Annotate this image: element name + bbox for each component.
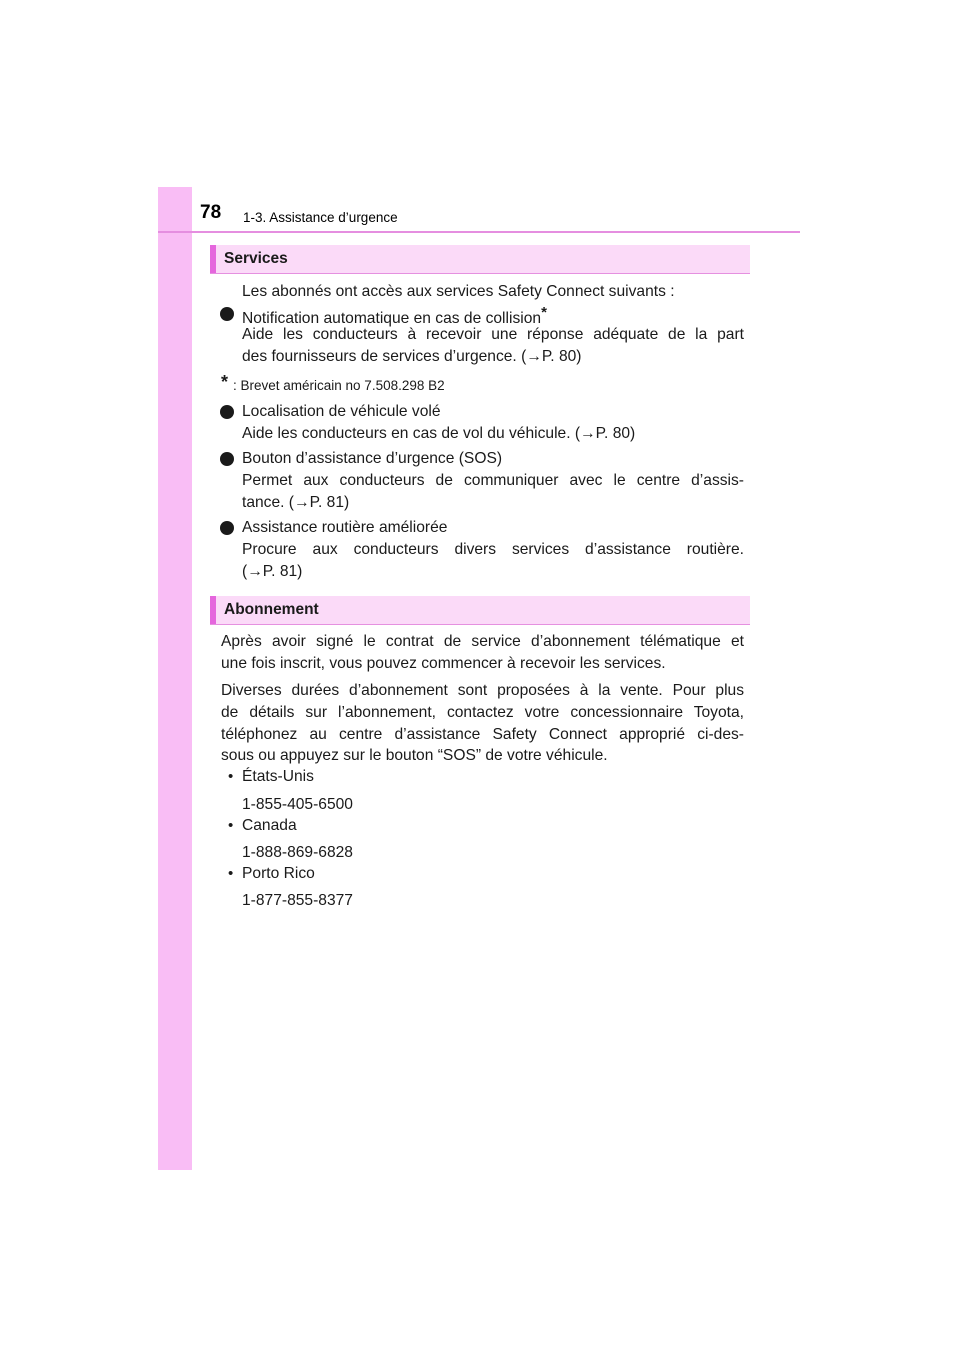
service-item-desc: tance. (→P. 81) [242, 494, 350, 511]
contact-phone: 1-888-869-6828 [242, 844, 353, 861]
abonnement-paragraph: sous ou appuyez sur le bouton “SOS” de votre véhicule. [221, 747, 608, 764]
footnote-text: : Brevet américain no 7.508.298 B2 [233, 378, 445, 393]
service-item-desc: (→P. 81) [242, 563, 303, 580]
heading-accent-bar [210, 245, 216, 273]
section-label: 1-3. Assistance d’urgence [243, 210, 398, 225]
contact-country: Canada [242, 817, 297, 834]
service-item-desc: Procure aux conducteurs divers services d’assistance routière. [242, 541, 744, 558]
contact-country: États-Unis [242, 768, 314, 785]
service-item-desc: des fournisseurs de services d’urgence. (→P. 80) [242, 348, 582, 365]
list-bullet: • [228, 817, 234, 834]
services-intro: Les abonnés ont accès aux services Safety Connect suivants : [242, 283, 675, 300]
services-title: Services [224, 250, 288, 267]
contact-phone: 1-877-855-8377 [242, 892, 353, 909]
bullet-icon [220, 307, 234, 321]
bullet-icon [220, 521, 234, 535]
list-bullet: • [228, 768, 234, 785]
abonnement-paragraph: une fois inscrit, vous pouvez commencer à recevoir les services. [221, 655, 666, 672]
abonnement-paragraph: de détails sur l’abonnement, contactez votre concessionnaire Toyota, [221, 704, 744, 721]
abonnement-title: Abonnement [224, 601, 319, 618]
contact-country: Porto Rico [242, 865, 315, 882]
abonnement-paragraph: Diverses durées d’abonnement sont proposées à la vente. Pour plus [221, 682, 744, 699]
footnote-mark: * [221, 372, 229, 392]
page-number: 78 [200, 202, 222, 223]
footnote-marker: * [541, 304, 547, 321]
abonnement-paragraph: Après avoir signé le contrat de service d’abonnement télématique et [221, 633, 744, 650]
abonnement-paragraph: téléphonez au centre d’assistance Safety Connect approprié ci-des- [221, 726, 744, 743]
abonnement-heading [210, 596, 750, 625]
service-item-desc: Aide les conducteurs à recevoir une réponse adéquate de la part [242, 326, 744, 343]
service-item-title: Bouton d’assistance d’urgence (SOS) [242, 450, 503, 467]
service-item-title: Localisation de véhicule volé [242, 403, 441, 420]
side-strip [158, 187, 192, 1170]
service-item-desc: Aide les conducteurs en cas de vol du véhicule. (→P. 80) [242, 425, 636, 442]
heading-accent-bar [210, 596, 216, 624]
contact-phone: 1-855-405-6500 [242, 796, 353, 813]
service-item-title: Assistance routière améliorée [242, 519, 448, 536]
header-rule [158, 231, 800, 233]
bullet-icon [220, 452, 234, 466]
list-bullet: • [228, 865, 234, 882]
bullet-icon [220, 405, 234, 419]
services-heading [210, 245, 750, 274]
service-item-desc: Permet aux conducteurs de communiquer avec le centre d’assis- [242, 472, 744, 489]
service-item-title: Notification automatique en cas de collision* [242, 304, 547, 327]
